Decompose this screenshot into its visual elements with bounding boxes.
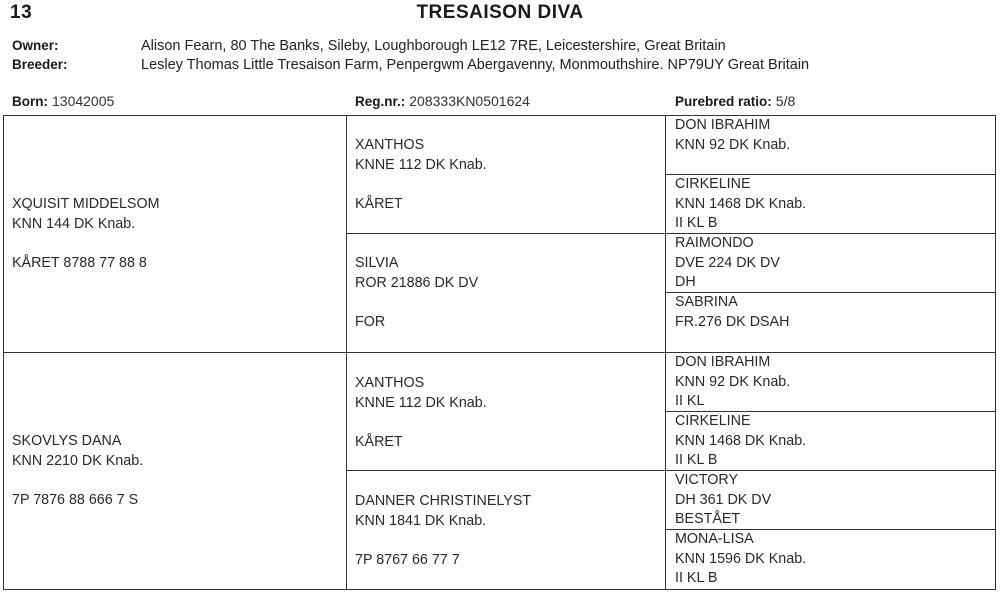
great-grandparent-cell: [675, 293, 789, 352]
ancestor-note: DH: [675, 274, 696, 290]
ancestor-reg: KNN 1596 DK Knab.: [675, 550, 807, 567]
great-grandparent-cell: [675, 234, 780, 293]
owner-value: Alison Fearn, 80 The Banks, Sileby, Loughborough LE12 7RE, Leicestershire, Great Britain: [141, 38, 726, 54]
ancestor-name: CIRKELINE: [675, 176, 751, 192]
horse-name: TRESAISON DIVA: [416, 2, 584, 23]
great-grandparent-cell: [675, 471, 771, 530]
ancestor-note: [675, 332, 789, 352]
pedigree-table: [3, 115, 996, 590]
ancestor-note: II KL: [675, 393, 705, 409]
row-divider: [346, 233, 995, 234]
ancestor-note: II KL B: [675, 452, 718, 468]
ancestor-name: RAIMONDO: [675, 235, 754, 251]
great-grandparent-cell: [675, 412, 806, 471]
ancestor-reg: KNN 1468 DK Knab.: [675, 195, 807, 212]
ancestor-reg: KNN 92 DK Knab.: [675, 136, 791, 153]
sire-dam-reg: ROR 21886 DK DV: [355, 274, 479, 291]
ancestor-reg: DH 361 DK DV: [675, 491, 772, 508]
sire-reg: KNN 144 DK Knab.: [12, 215, 136, 232]
great-grandparent-cell: [675, 116, 790, 175]
great-grandparent-cell: [675, 353, 790, 412]
row-divider: [4, 352, 995, 353]
ancestor-note: [675, 155, 790, 175]
sire-dam-name: SILVIA: [355, 255, 399, 271]
purebred-ratio-field: [675, 93, 795, 109]
dam-dam-name: DANNER CHRISTINELYST: [355, 493, 532, 509]
owner-label: Owner:: [12, 38, 59, 53]
ancestor-name: VICTORY: [675, 472, 739, 488]
ancestor-name: DON IBRAHIM: [675, 354, 771, 370]
great-grandparent-cell: [675, 530, 806, 589]
ancestor-reg: FR.276 DK DSAH: [675, 313, 790, 330]
regnr-value: 208333KN0501624: [409, 93, 530, 109]
sire-sire-note: KÅRET: [355, 195, 403, 212]
dam-sire-cell: [355, 374, 487, 452]
dam-sire-reg: KNNE 112 DK Knab.: [355, 394, 487, 411]
ancestor-note: II KL B: [675, 215, 718, 231]
dam-dam-reg: KNN 1841 DK Knab.: [355, 512, 487, 529]
ancestor-note: II KL B: [675, 570, 718, 586]
purebred-ratio-label: Purebred ratio:: [675, 94, 772, 109]
sire-note: KÅRET 8788 77 88 8: [12, 254, 147, 271]
dam-sire-name: XANTHOS: [355, 375, 425, 391]
born-field: [12, 93, 114, 109]
ancestor-name: CIRKELINE: [675, 413, 751, 429]
born-label: Born:: [12, 94, 48, 109]
sire-sire-name: XANTHOS: [355, 137, 425, 153]
dam-sire-note: KÅRET: [355, 433, 403, 450]
ancestor-reg: KNN 92 DK Knab.: [675, 373, 791, 390]
ancestor-reg: DVE 224 DK DV: [675, 254, 780, 271]
owner-row: [12, 38, 726, 54]
sire-dam-cell: [355, 254, 478, 332]
born-value: 13042005: [52, 93, 115, 109]
breeder-label: Breeder:: [12, 57, 68, 72]
breeder-row: [12, 57, 809, 73]
dam-dam-note: 7P 8767 66 77 7: [355, 551, 460, 568]
row-divider: [346, 470, 995, 471]
ancestor-note: BESTÅET: [675, 511, 741, 527]
ancestor-name: DON IBRAHIM: [675, 117, 771, 133]
dam-cell: [12, 432, 143, 510]
purebred-ratio-value: 5/8: [775, 93, 796, 109]
ancestor-reg: KNN 1468 DK Knab.: [675, 432, 807, 449]
ancestor-name: MONA-LISA: [675, 531, 754, 547]
sire-sire-reg: KNNE 112 DK Knab.: [355, 156, 487, 173]
catalog-number: 13: [10, 2, 33, 23]
sire-dam-note: FOR: [355, 313, 386, 330]
dam-name: SKOVLYS DANA: [12, 433, 122, 449]
dam-note: 7P 7876 88 666 7 S: [12, 491, 139, 508]
sire-sire-cell: [355, 136, 487, 214]
regnr-field: [355, 93, 530, 109]
dam-reg: KNN 2210 DK Knab.: [12, 452, 144, 469]
dam-dam-cell: [355, 492, 531, 570]
great-grandparent-cell: [675, 175, 806, 234]
sire-cell: [12, 195, 160, 273]
regnr-label: Reg.nr.:: [355, 94, 406, 109]
breeder-value: Lesley Thomas Little Tresaison Farm, Penpergwm Abergavenny, Monmouthshire. NP79UY Great Britain: [141, 57, 810, 73]
ancestor-name: SABRINA: [675, 294, 738, 310]
sire-name: XQUISIT MIDDELSOM: [12, 196, 160, 212]
